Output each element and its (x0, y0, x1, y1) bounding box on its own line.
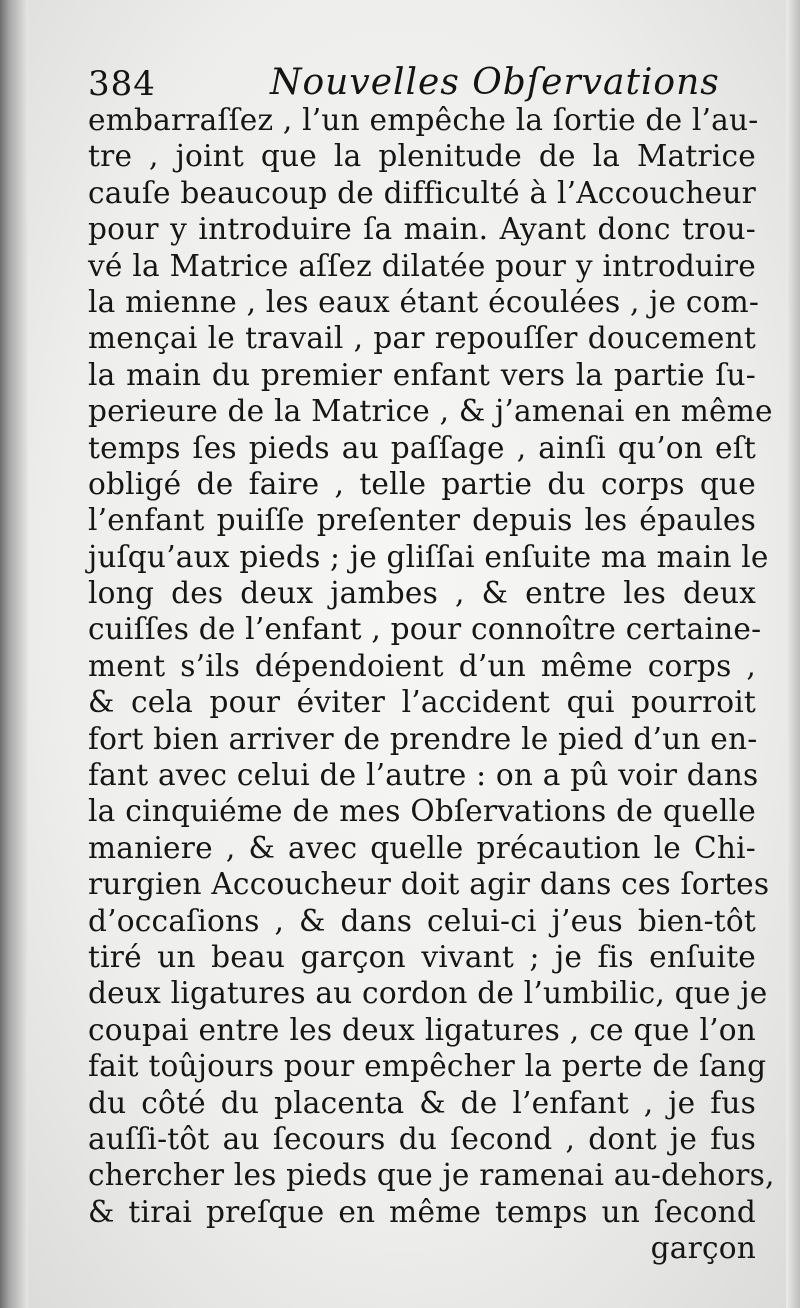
text-line: auſſi-tôt au ſecours du ſecond , dont je fus (88, 1121, 756, 1156)
text-line: cuiſſes de l’enfant , pour connoître certaine- (88, 612, 762, 647)
text-line: d’occaſions , & dans celui-ci j’eus bien-tôt (88, 903, 756, 938)
text-line: perieure de la Matrice , & j’amenai en même (88, 394, 773, 429)
text-line: vé la Matrice aſſez dilatée pour y introduire (88, 248, 756, 283)
text-line: l’enfant puiſſe preſenter depuis les épaules (88, 503, 756, 538)
text-line: & tirai preſque en même temps un ſecond (88, 1194, 756, 1229)
text-line: deux ligatures au cordon de l’umbilic, que je (88, 976, 768, 1011)
text-line: temps ſes pieds au paſſage , ainſi qu’on eſt (88, 430, 756, 465)
text-line: coupai entre les deux ligatures , ce que l’on (88, 1012, 756, 1047)
text-line: la cinquiéme de mes Obſervations de quelle (88, 794, 756, 829)
text-line: juſqu’aux pieds ; je gliſſai enſuite ma main le (88, 539, 769, 574)
text-line: embarraſſez , l’un empêche la ſortie de l’au- (88, 103, 759, 137)
text-line: fort bien arriver de prendre le pied d’un en- (88, 721, 758, 756)
page-edge (786, 0, 800, 1308)
body-text (88, 102, 775, 1267)
page-number: 384 (88, 64, 156, 104)
text-line: pour y introduire ſa main. Ayant donc trou- (88, 212, 756, 247)
catchword: garçon (650, 1231, 756, 1266)
text-line: fant avec celui de l’autre : on a pû voir dans (88, 758, 759, 793)
binding-gutter (0, 0, 28, 1308)
running-title: Nouvelles Obſervations (270, 62, 720, 103)
text-line: chercher les pieds que je ramenai au-dehors, (88, 1158, 775, 1193)
text-line: long des deux jambes , & entre les deux (88, 576, 756, 611)
text-line: la main du premier enfant vers la partie ſu- (88, 357, 756, 392)
text-line: maniere , & avec quelle précaution le Chi- (88, 830, 756, 865)
text-line: & cela pour éviter l’accident qui pourroit (88, 685, 756, 720)
text-line: obligé de faire , telle partie du corps que (88, 466, 756, 501)
text-line: cauſe beaucoup de difficulté à l’Accoucheur (88, 175, 756, 210)
text-line: rurgien Accoucheur doit agir dans ces ſortes (88, 867, 770, 902)
text-line: du côté du placenta & de l’enfant , je fus (88, 1085, 756, 1120)
text-line: tre , joint que la plenitude de la Matrice (88, 139, 756, 174)
text-line: mençai le travail , par repouſſer doucement (88, 321, 756, 356)
text-line: la mienne , les eaux étant écoulées , je com- (88, 284, 760, 319)
text-line: ment s’ils dépendoient d’un même corps , (88, 648, 756, 683)
text-line: fait toûjours pour empêcher la perte de ſang (88, 1049, 767, 1084)
text-line: tiré un beau garçon vivant ; je fis enſuite (88, 939, 756, 974)
